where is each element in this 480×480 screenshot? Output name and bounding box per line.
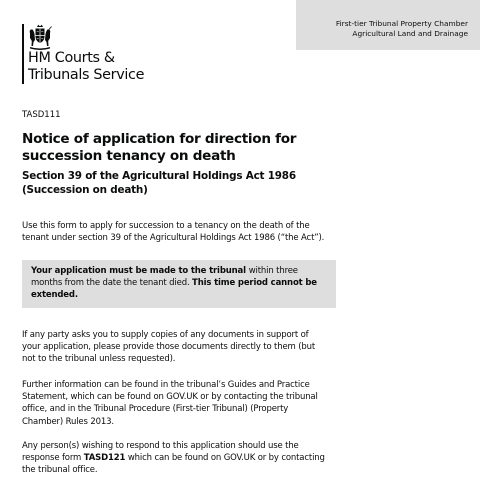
para2-line-4: Chamber) Rules 2013. [22,416,114,427]
para1-line-3: not to the tribunal unless requested). [22,354,176,365]
tribunal-division: Agricultural Land and Drainage [352,29,468,38]
para2-line-2: Statement, which can be found on GOV.UK or by contacting the tribunal [22,392,318,403]
intro-paragraph [22,220,342,244]
logo-line-2: Tribunals Service [28,66,145,83]
intro-line-1: Use this form to apply for succession to a tenancy on the death of the [22,221,310,231]
para3-line-3: the tribunal office. [22,465,98,476]
intro-line-2: tenant under section 39 of the Agricultural Holdings Act 1986 (“the Act”). [22,233,325,244]
title-line-2: succession tenancy on death [22,148,236,164]
title-line-1: Notice of application for direction for [22,131,297,147]
logo-line-1: HM Courts & [28,50,115,66]
para3-line-1: Any person(s) wishing to respond to this application should use the [22,441,299,451]
logo-wordmark [28,50,144,83]
para3-line-2-pre: response form [22,453,84,464]
para3-line-2-post: which can be found on GOV.UK or by contacting [125,453,325,464]
tribunal-chamber: First-tier Tribunal Property Chamber [335,19,468,28]
notice-part-1: Your application must be made to the tribunal [31,266,249,276]
para2-line-1: Further information can be found in the tribunal’s Guides and Practice [22,380,310,390]
subtitle-line-2: (Succession on death) [22,184,148,196]
page-title [22,131,342,165]
tribunal-name-box [296,0,480,50]
para2-line-3: office, and in the Tribunal Procedure (First-tier Tribunal) (Property [22,404,289,415]
response-form-code: TASD121 [83,453,126,464]
deadline-notice [22,260,336,308]
para1-line-1: If any party asks you to supply copies of any documents in support of [22,330,309,340]
para1-line-2: your application, please provide those documents directly to them (but [22,342,316,353]
notice-part-4: This time period cannot be extended. [31,278,317,301]
further-info-paragraph [22,379,342,428]
notice-part-2: within three months [31,266,298,289]
royal-crest-icon [28,24,52,50]
notice-part-3: from the date the tenant died. [62,278,193,289]
logo-rule [22,24,24,84]
response-paragraph [22,440,342,477]
hmcts-logo [22,24,152,88]
page-subtitle [22,169,342,197]
form-code: TASD111 [22,110,61,120]
documents-paragraph [22,329,342,366]
subtitle-line-1: Section 39 of the Agricultural Holdings Act 1986 [22,170,296,182]
